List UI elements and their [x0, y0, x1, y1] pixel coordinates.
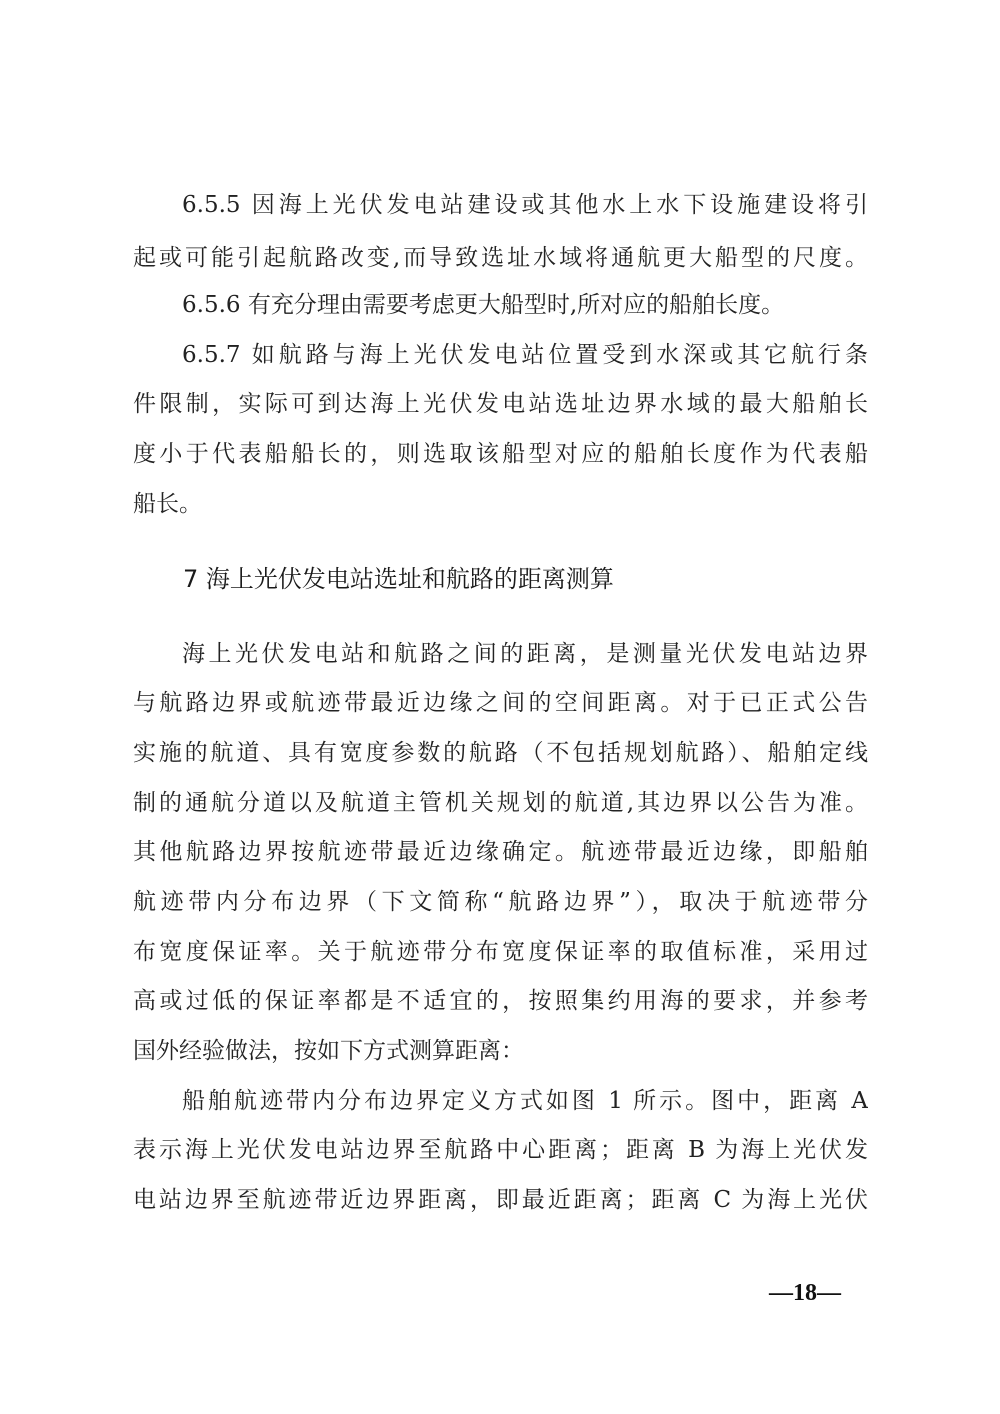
item-6-5-5-line-2: 起或可能引起航路改变,而导致选址水域将通航更大船型的尺度。	[133, 245, 868, 271]
para1-line-4: 制的通航分道以及航道主管机关规划的航道,其边界以公告为准。	[133, 790, 868, 816]
para1-line-5: 其他航路边界按航迹带最近边缘确定。航迹带最近边缘，即船舶	[133, 839, 868, 865]
para1-line-1: 海上光伏发电站和航路之间的距离，是测量光伏发电站边界	[182, 641, 868, 667]
item-6-5-6-line-1: 6.5.6 有充分理由需要考虑更大船型时,所对应的船舶长度。	[182, 292, 785, 318]
item-6-5-5-line-1: 6.5.5 因海上光伏发电站建设或其他水上水下设施建设将引	[182, 192, 868, 218]
para2-line-2: 表示海上光伏发电站边界至航路中心距离；距离 B 为海上光伏发	[133, 1137, 868, 1163]
para1-line-7: 布宽度保证率。关于航迹带分布宽度保证率的取值标准，采用过	[133, 939, 868, 965]
item-6-5-7-line-1: 6.5.7 如航路与海上光伏发电站位置受到水深或其它航行条	[182, 342, 868, 368]
para1-line-3: 实施的航道、具有宽度参数的航路（不包括规划航路）、船舶定线	[133, 740, 868, 766]
para2-line-1: 船舶航迹带内分布边界定义方式如图 1 所示。图中，距离 A	[182, 1088, 868, 1114]
para1-line-2: 与航路边界或航迹带最近边缘之间的空间距离。对于已正式公告	[133, 690, 868, 716]
page-number: —18—	[769, 1280, 841, 1306]
para1-line-8: 高或过低的保证率都是不适宜的，按照集约用海的要求，并参考	[133, 988, 868, 1014]
item-6-5-7-line-2: 件限制，实际可到达海上光伏发电站选址边界水域的最大船舶长	[133, 391, 868, 417]
para1-line-6: 航迹带内分布边界（下文简称“航路边界”），取决于航迹带分	[133, 889, 868, 915]
item-6-5-7-line-3: 度小于代表船船长的，则选取该船型对应的船舶长度作为代表船	[133, 441, 868, 467]
section-7-heading: 7 海上光伏发电站选址和航路的距离测算	[183, 565, 614, 593]
para1-line-9: 国外经验做法，按如下方式测算距离：	[133, 1038, 524, 1064]
para2-line-3: 电站边界至航迹带近边界距离，即最近距离；距离 C 为海上光伏	[133, 1187, 868, 1213]
item-6-5-7-line-4: 船长。	[133, 491, 202, 517]
